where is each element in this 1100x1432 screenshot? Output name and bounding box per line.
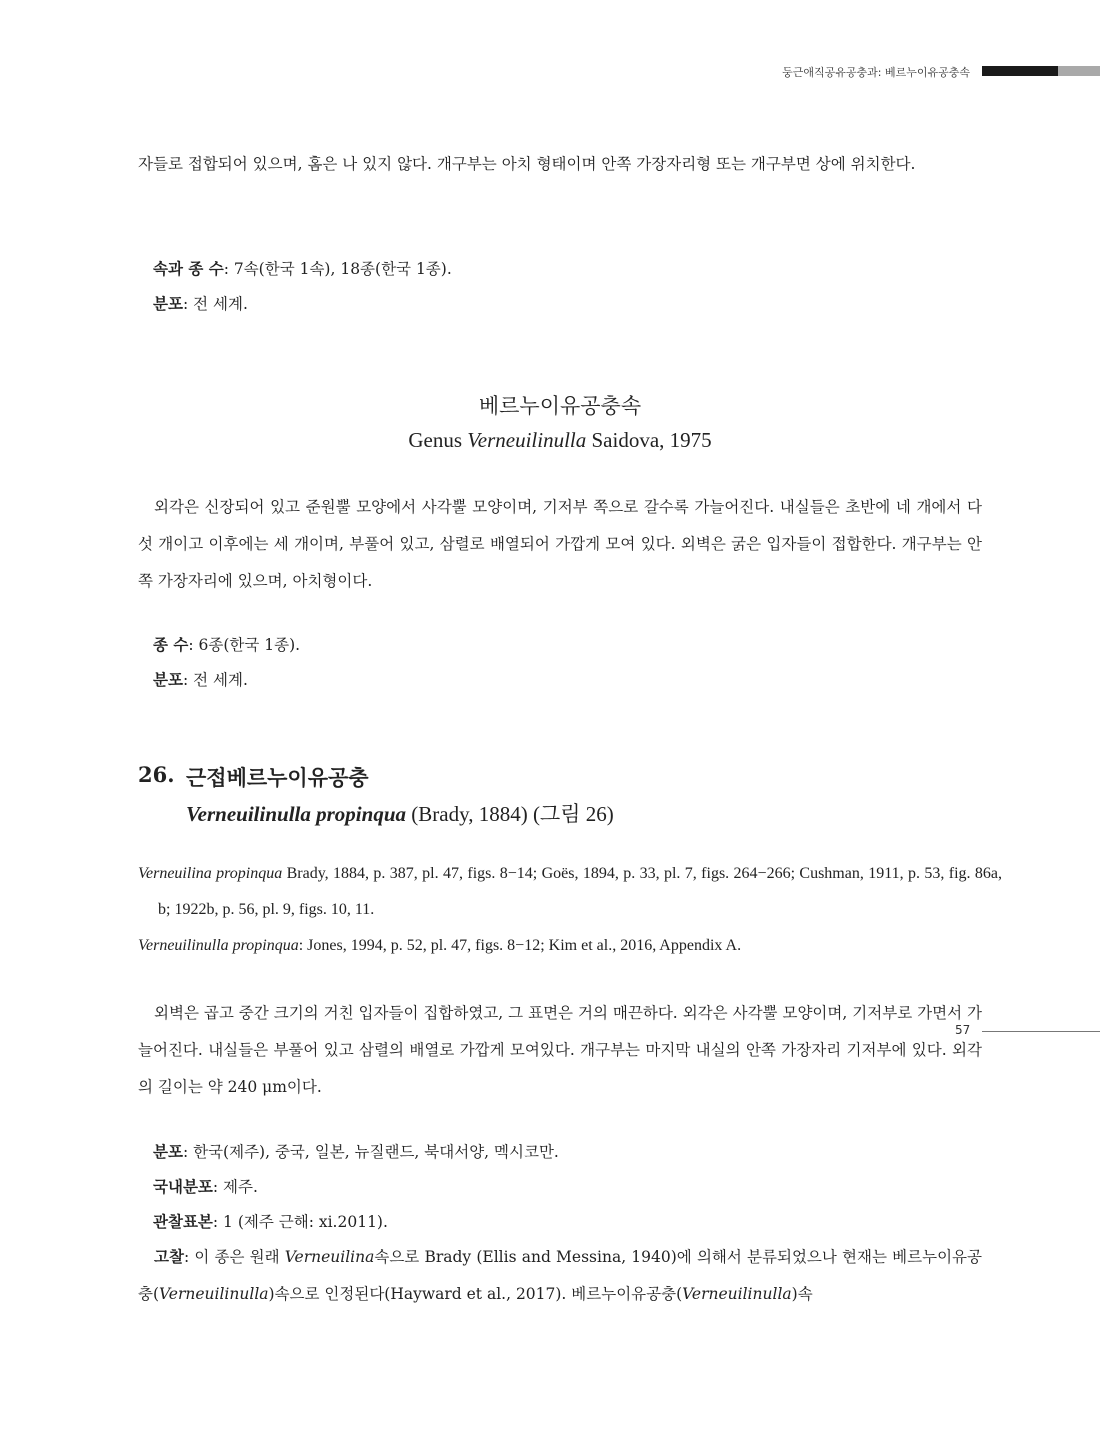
species-remarks: [138, 1238, 982, 1313]
species-distribution: [153, 1133, 559, 1171]
remarks-genus-name: Verneuilinulla: [682, 1285, 792, 1303]
genus-description: 외각은 신장되어 있고 준원뿔 모양에서 사각뿔 모양이며, 기저부 쪽으로 갈수록 가늘어진다. 내실들은 초반에 네 개에서 다섯 개이고 이후에는 세 개이며, 부풀어 있고, 삼렬로 배열되어 가깝게 모여 있다. 외벽은 굵은 입자들이 접합한다. 개구부는 안쪽 가장자리에 있으며, 아치형이다.: [138, 498, 982, 590]
species-latin-name: Verneuilinulla propinqua: [186, 802, 406, 826]
species-title-latin: [186, 798, 614, 828]
genus-species-count-value: : 6종(한국 1종).: [188, 636, 301, 654]
synonym-name: Verneuilina propinqua: [138, 865, 283, 882]
domestic-distribution-value: : 제주.: [212, 1178, 258, 1196]
synonymy-entry: [138, 928, 1002, 964]
remarks-genus-name: Verneuilina: [284, 1248, 375, 1266]
synonym-reference: : Jones, 1994, p. 52, pl. 47, figs. 8−12; Kim et al., 2016, Appendix A.: [298, 937, 742, 954]
family-distribution-label: 분포: [153, 294, 183, 313]
genus-distribution-label: 분포: [153, 670, 183, 689]
remarks-text: 속으로 Brady (Ellis and Messina, 1940)에 의해서 분류되었으나 현재는 베르누이유공충(: [138, 1248, 982, 1303]
species-author: (Brady, 1884) (그림 26): [406, 802, 614, 826]
synonymy-entry: [138, 856, 1002, 928]
species-distribution-value: : 한국(제주), 중국, 일본, 뉴질랜드, 북대서양, 멕시코만.: [182, 1143, 559, 1161]
species-title-korean: 근접베르누이유공충: [186, 765, 369, 790]
domestic-distribution-label: 국내분포: [153, 1177, 213, 1196]
species-description: 외벽은 곱고 중간 크기의 거친 입자들이 집합하였고, 그 표면은 거의 매끈하다. 외각은 사각뿔 모양이며, 기저부로 가면서 가늘어진다. 내실들은 부풀어 있고 삼렬의 배열로 가깝게 모여있다. 개구부는 마지막 내실의 안쪽 가장자리 기저부에 있다. 외각의 길이는 약 240 μm이다.: [138, 1004, 982, 1096]
header-title: 둥근애직공유공충과: 베르누이유공충속: [782, 66, 970, 79]
genus-distribution: [153, 661, 248, 699]
remarks-text: : 이 종은 원래: [183, 1248, 285, 1266]
page-number: 57: [955, 1023, 971, 1037]
genus-distribution-value: : 전 세계.: [182, 671, 248, 689]
family-distribution-value: : 전 세계.: [182, 295, 248, 313]
remarks-text: )속: [791, 1285, 813, 1303]
genus-prefix: Genus: [408, 428, 468, 452]
genus-title-latin: [0, 428, 1100, 453]
species-specimens: [153, 1203, 388, 1241]
footer-rule: [982, 1031, 1100, 1032]
synonym-reference: Brady, 1884, p. 387, pl. 47, figs. 8−14; Goës, 1894, p. 33, pl. 7, figs. 264−266; Cushman, 1911, p. 53, fig. 86a, b; 1922b, p. 56, pl. 9, figs. 10, 11.: [158, 865, 1003, 918]
genus-name: Verneuilinulla: [467, 428, 587, 452]
remarks-text: )속으로 인정된다(Hayward et al., 2017). 베르누이유공충(: [268, 1285, 683, 1303]
header-bar-light: [1058, 66, 1100, 76]
intro-paragraph: 자들로 접합되어 있으며, 홈은 나 있지 않다. 개구부는 아치 형태이며 안쪽 가장자리형 또는 개구부면 상에 위치한다.: [138, 155, 916, 173]
genus-species-count: [153, 626, 300, 664]
species-distribution-label: 분포: [153, 1142, 183, 1161]
species-number: 26.: [138, 762, 175, 787]
family-counts-label: 속과 종 수: [153, 259, 224, 278]
genus-author: Saidova, 1975: [586, 428, 712, 452]
genus-species-count-label: 종 수: [153, 635, 189, 654]
remarks-genus-name: Verneuilinulla: [159, 1285, 269, 1303]
genus-title-korean: 베르누이유공충속: [478, 394, 642, 418]
synonym-name: Verneuilinulla propinqua: [138, 937, 299, 954]
specimens-value: : 1 (제주 근해: xi.2011).: [212, 1213, 388, 1231]
family-counts-value: : 7속(한국 1속), 18종(한국 1종).: [223, 260, 452, 278]
header-bar-dark: [982, 66, 1058, 76]
specimens-label: 관찰표본: [153, 1212, 213, 1231]
family-counts: [153, 250, 452, 288]
family-distribution: [153, 285, 248, 323]
species-domestic-distribution: [153, 1168, 258, 1206]
remarks-label: 고찰: [154, 1247, 184, 1266]
